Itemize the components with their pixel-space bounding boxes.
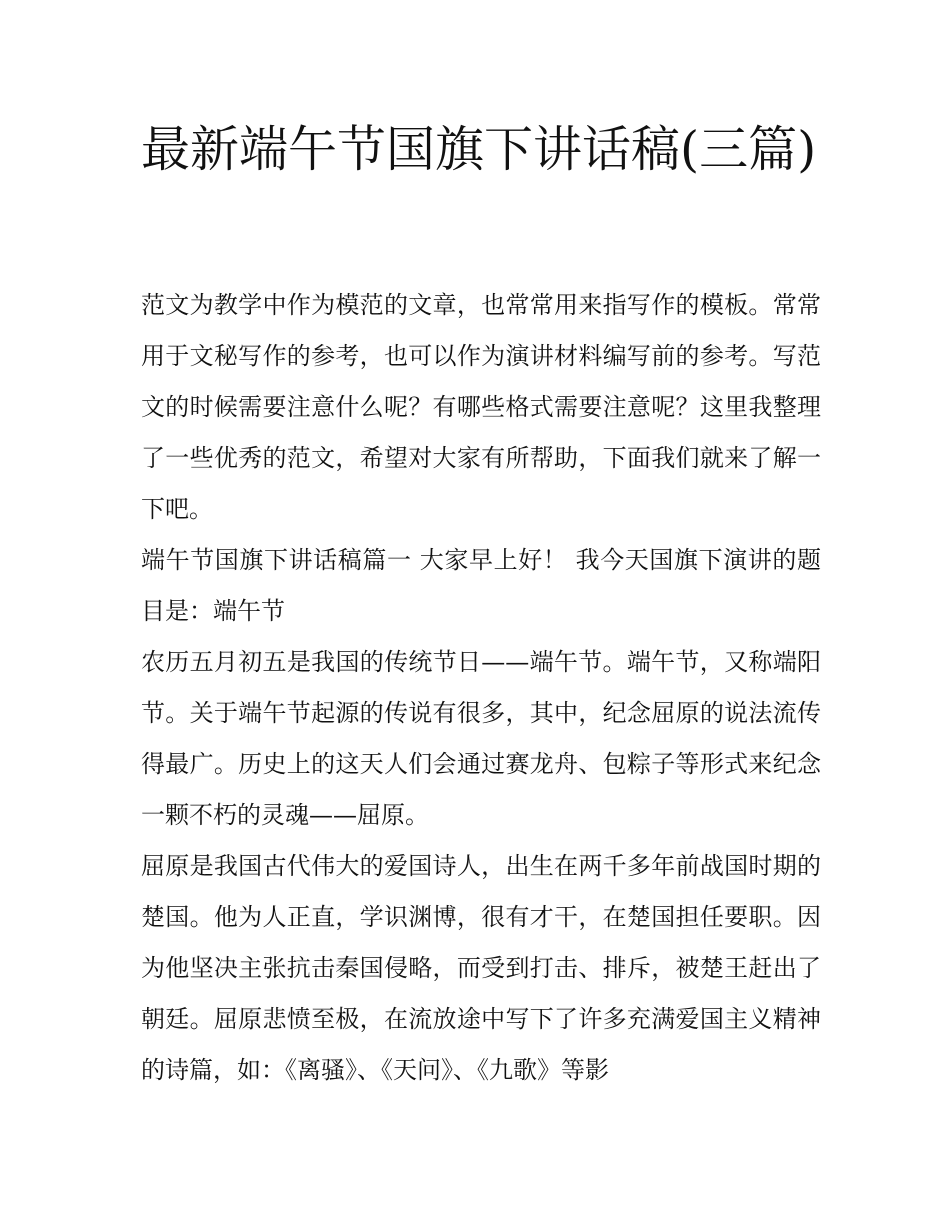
paragraph-festival-origin: 农历五月初五是我国的传统节日——端午节。端午节，又称端阳节。关于端午节起源的传说有很多，其中，纪念屈原的说法流传得最广。历史上的这天人们会通过赛龙舟、包粽子等形式来纪念一颗不朽的灵魂——屈原。	[141, 648, 821, 829]
paragraph-qu-yuan: 屈原是我国古代伟大的爱国诗人，出生在两千多年前战国时期的楚国。他为人正直，学识渊博，很有才干，在楚国担任要职。因为他坚决主张抗击秦国侵略，而受到打击、排斥，被楚王赶出了朝廷。屈原悲愤至极，在流放途中写下了许多充满爱国主义精神的诗篇，如：《离骚》、《天问》、《九歌》等影	[141, 852, 821, 1084]
document-title: 最新端午节国旗下讲话稿(三篇)	[141, 121, 817, 178]
paragraph-speech-opening: 端午节国旗下讲话稿篇一 大家早上好！ 我今天国旗下演讲的题目是：端午节	[141, 546, 821, 625]
document-body	[141, 280, 821, 1096]
paragraph-intro: 范文为教学中作为模范的文章，也常常用来指写作的模板。常常用于文秘写作的参考，也可以作为演讲材料编写前的参考。写范文的时候需要注意什么呢？有哪些格式需要注意呢？这里我整理了一些优秀的范文，希望对大家有所帮助，下面我们就来了解一下吧。	[141, 291, 821, 523]
